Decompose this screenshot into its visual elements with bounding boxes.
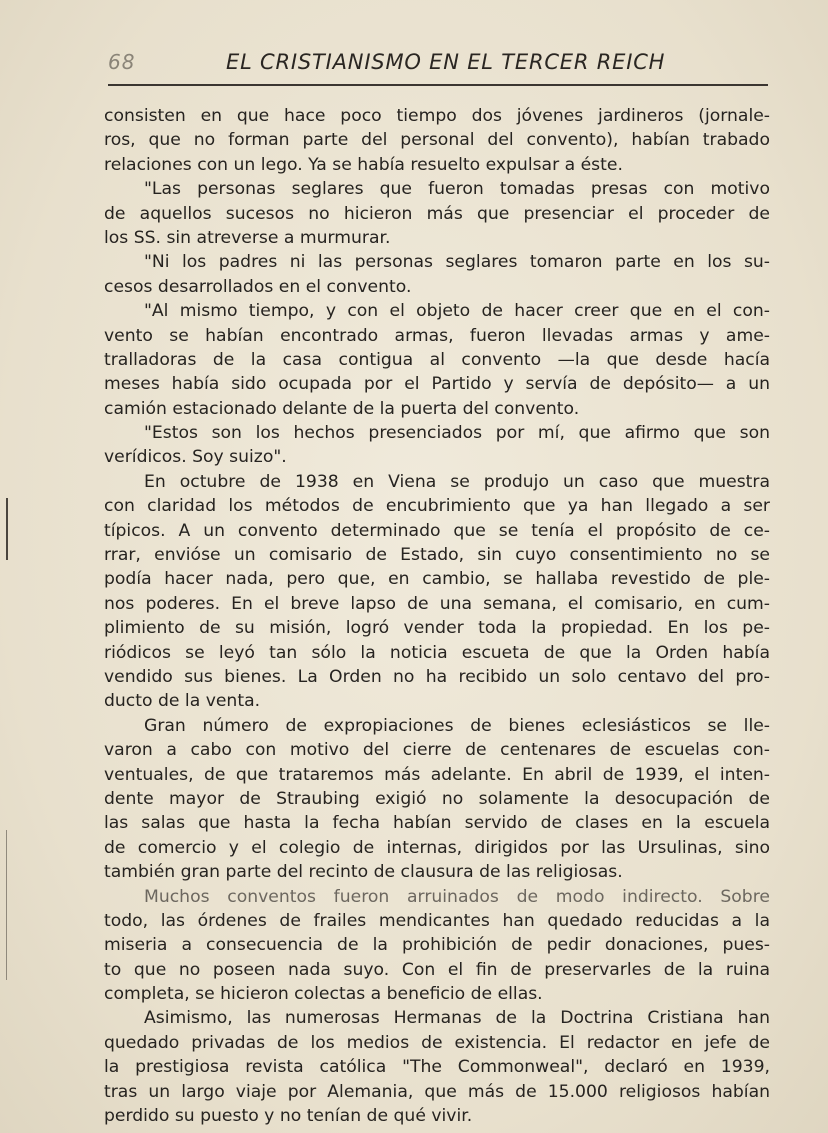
text-line: Gran número de expropiaciones de bienes eclesiásticos se lle- — [144, 715, 770, 736]
text-line: verídicos. Soy suizo". — [104, 447, 287, 468]
text-line: Muchos conventos fueron arruinados de modo indirecto. Sobre — [144, 886, 770, 907]
text-line: todo, las órdenes de frailes mendicantes han quedado reducidas a la — [104, 910, 770, 931]
text-line: meses había sido ocupada por el Partido y servía de depósito— a un — [104, 374, 770, 395]
text-line: tras un largo viaje por Alemania, que más de 15.000 religiosos habían — [104, 1081, 770, 1102]
text-line: completa, se hicieron colectas a beneficio de ellas. — [104, 984, 543, 1005]
margin-mark — [6, 498, 8, 560]
text-line: varon a cabo con motivo del cierre de centenares de escuelas con- — [104, 740, 770, 761]
text-line: vento se habían encontrado armas, fueron llevadas armas y ame- — [104, 325, 770, 346]
text-line: vendido sus bienes. La Orden no ha recibido un solo centavo del pro- — [104, 666, 770, 687]
text-line: miseria a consecuencia de la prohibición de pedir donaciones, pues- — [104, 935, 770, 956]
page-number: 68 — [108, 50, 136, 74]
text-line: Asimismo, las numerosas Hermanas de la Doctrina Cristiana han — [144, 1008, 770, 1029]
text-line: tralladoras de la casa contigua al convento —la que desde hacía — [104, 349, 770, 370]
text-line: los SS. sin atreverse a murmurar. — [104, 227, 391, 248]
text-line: quedado privadas de los medios de existencia. El redactor en jefe de — [104, 1032, 770, 1053]
text-line: camión estacionado delante de la puerta del convento. — [104, 398, 580, 419]
text-line: "Las personas seglares que fueron tomadas presas con motivo — [144, 179, 770, 200]
header-rule — [108, 84, 768, 86]
text-line: cesos desarrollados en el convento. — [104, 276, 412, 297]
text-line: típicos. A un convento determinado que se tenía el propósito de ce- — [104, 520, 770, 541]
text-line: "Estos son los hechos presenciados por mí, que afirmo que son — [144, 423, 770, 444]
text-line: con claridad los métodos de encubrimiento que ya han llegado a ser — [104, 496, 770, 517]
text-line: las salas que hasta la fecha habían servido de clases en la escuela — [104, 813, 770, 834]
text-line: En octubre de 1938 en Viena se produjo un caso que muestra — [144, 471, 770, 492]
text-line: perdido su puesto y no tenían de qué vivir. — [104, 1106, 473, 1127]
text-line: consisten en que hace poco tiempo dos jóvenes jardineros (jornale- — [104, 106, 770, 126]
running-title: EL CRISTIANISMO EN EL TERCER REICH — [226, 50, 666, 74]
text-line: riódicos se leyó tan sólo la noticia escueta de que la Orden había — [104, 642, 770, 663]
page-header — [108, 46, 768, 90]
text-line: ros, que no forman parte del personal del convento), habían trabado — [104, 130, 770, 151]
text-line: de comercio y el colegio de internas, dirigidos por las Ursulinas, sino — [104, 837, 770, 858]
text-line: la prestigiosa revista católica "The Commonweal", declaró en 1939, — [104, 1057, 770, 1078]
text-line: de aquellos sucesos no hicieron más que presenciar el proceder de — [104, 203, 770, 224]
body-text — [104, 104, 770, 1128]
text-line: rrar, envióse un comisario de Estado, sin cuyo consentimiento no se — [104, 545, 770, 566]
text-line: dente mayor de Straubing exigió no solamente la desocupación de — [104, 788, 770, 809]
text-line: ventuales, de que trataremos más adelante. En abril de 1939, el inten- — [104, 764, 770, 785]
text-line: podía hacer nada, pero que, en cambio, se hallaba revestido de ple- — [104, 569, 770, 590]
text-line: ducto de la venta. — [104, 691, 261, 712]
text-line: plimiento de su misión, logró vender toda la propiedad. En los pe- — [104, 618, 770, 639]
text-line: nos poderes. En el breve lapso de una semana, el comisario, en cum- — [104, 593, 770, 614]
text-line: también gran parte del recinto de clausura de las religiosas. — [104, 862, 623, 883]
text-line: "Ni los padres ni las personas seglares tomaron parte en los su- — [144, 252, 770, 273]
text-line: to que no poseen nada suyo. Con el fin de preservarles de la ruina — [104, 959, 770, 980]
text-line: "Al mismo tiempo, y con el objeto de hacer creer que en el con- — [144, 301, 770, 322]
text-line: relaciones con un lego. Ya se había resuelto expulsar a éste. — [104, 154, 623, 175]
margin-mark — [6, 830, 7, 980]
